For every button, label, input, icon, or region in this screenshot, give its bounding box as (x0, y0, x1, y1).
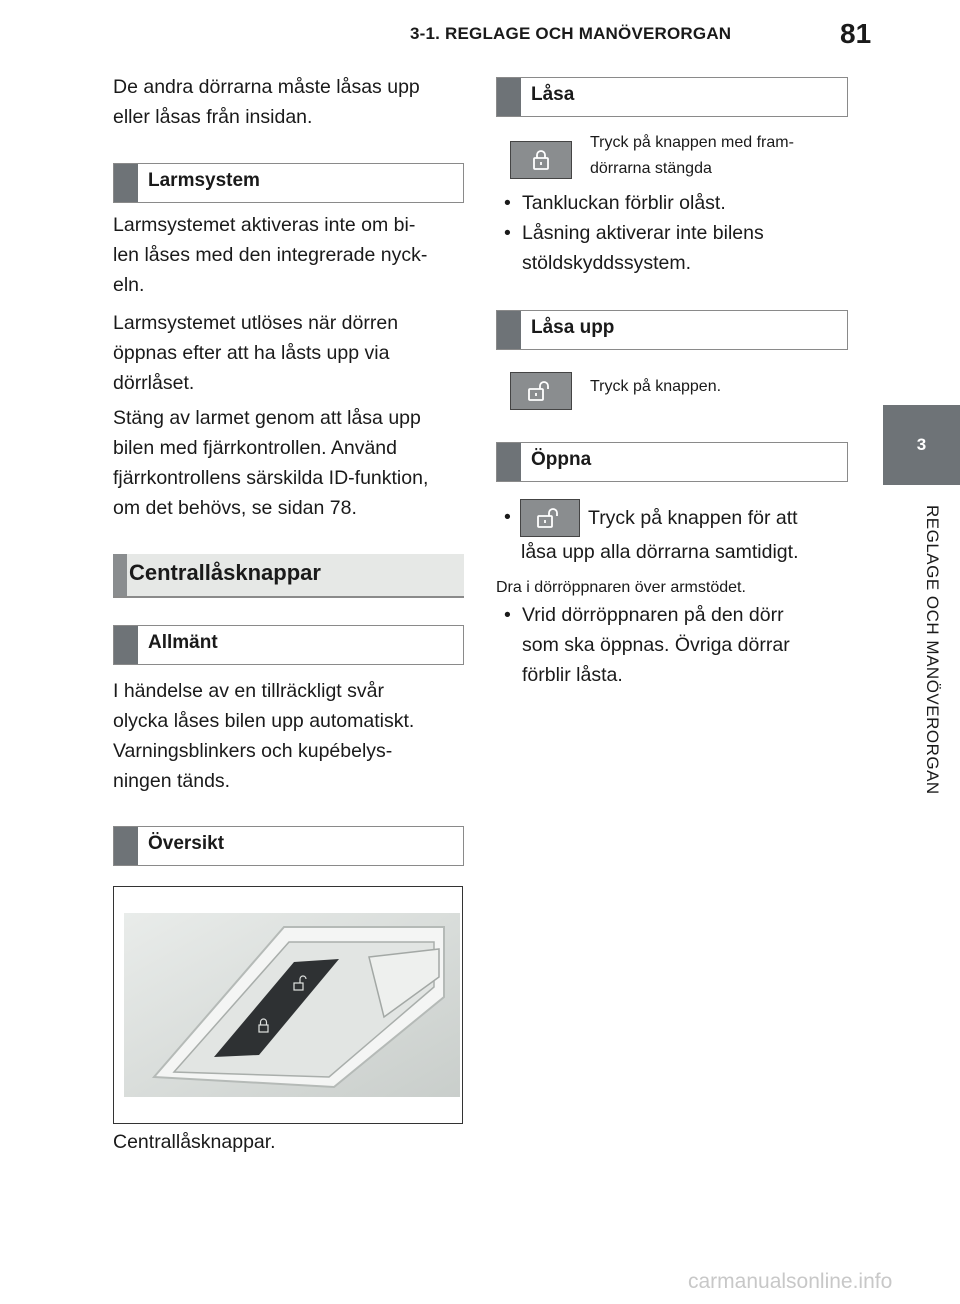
figure-caption: Centrallåsknappar. (113, 1131, 276, 1153)
oppna-bullet-marker: • (504, 506, 511, 528)
lasa-upp-instruction: Tryck på knappen. (590, 378, 722, 395)
heading-lasa (496, 77, 848, 117)
heading-label: Allmänt (148, 632, 218, 653)
text-line: dörrarna stängda (590, 160, 712, 177)
oppna-bullet-text-2: låsa upp alla dörrarna samtidigt. (521, 541, 799, 563)
text-line: Stäng av larmet genom att låsa upp (113, 407, 421, 429)
lock-open-icon (535, 506, 565, 530)
text-line: fjärrkontrollens särskilda ID-funktion, (113, 467, 429, 489)
lasa-instruction (590, 130, 794, 182)
list-item (496, 218, 764, 278)
heading-label: Låsa (531, 84, 575, 105)
text-line: Larmsystemet aktiveras inte om bi- (113, 214, 416, 236)
running-header: 3-1. REGLAGE OCH MANÖVERORGAN (410, 24, 732, 43)
lock-open-icon (526, 379, 556, 403)
heading-label: Centrallåsknappar (129, 560, 321, 585)
oppna-bullet-list (496, 600, 790, 690)
heading-label: Larmsystem (148, 170, 260, 191)
heading-bar (113, 554, 127, 596)
larm-paragraph-3 (113, 403, 428, 523)
lasa-bullet-list (496, 188, 764, 278)
heading-bar (497, 78, 521, 116)
unlock-button-symbol (510, 372, 572, 410)
text-line: öppnas efter att ha låsts upp via (113, 342, 390, 364)
heading-lasa-upp (496, 310, 848, 350)
heading-oppna (496, 442, 848, 482)
text-line: De andra dörrarna måste låsas upp (113, 76, 420, 98)
text-line: stöldskyddssystem. (522, 252, 692, 274)
larm-paragraph-2 (113, 308, 398, 398)
heading-bar (114, 827, 138, 865)
text-line: eller låsas från insidan. (113, 106, 313, 128)
oppna-bullet-text-1: Tryck på knappen för att (588, 507, 798, 529)
heading-bar (497, 443, 521, 481)
figure-central-lock-buttons (113, 886, 463, 1124)
allmant-paragraph (113, 676, 414, 796)
unlock-button-inline (520, 499, 580, 537)
text-line: Larmsystemet utlöses när dörren (113, 312, 399, 334)
text-line: dörrlåset. (113, 372, 195, 394)
heading-bar (114, 164, 138, 202)
heading-allmant (113, 625, 464, 665)
intro-paragraph (113, 72, 420, 132)
heading-centrallasknappar (113, 554, 464, 598)
door-handle-illustration (114, 887, 462, 1123)
list-item: • Tankluckan förblir olåst. (496, 188, 764, 218)
lock-closed-icon (529, 148, 553, 172)
list-item (496, 600, 790, 690)
text-line: bilen med fjärrkontrollen. Använd (113, 437, 397, 459)
oppna-subheading: Dra i dörröppnaren över armstödet. (496, 579, 746, 596)
heading-label: Öppna (531, 449, 592, 470)
heading-bar (114, 626, 138, 664)
text-line: som ska öppnas. Övriga dörrar (522, 634, 790, 656)
heading-label: Översikt (148, 833, 225, 854)
page-number: 81 (840, 18, 872, 49)
chapter-vertical-title: REGLAGE OCH MANÖVERORGAN (923, 505, 942, 795)
heading-label: Låsa upp (531, 317, 615, 338)
text-line: Tryck på knappen med fram- (590, 134, 794, 151)
text-line: ningen tänds. (113, 770, 231, 792)
heading-oversikt (113, 826, 464, 866)
watermark: carmanualsonline.info (688, 1270, 893, 1293)
text-line: om det behövs, se sidan 78. (113, 497, 357, 519)
text-line: len låses med den integrerade nyck- (113, 244, 428, 266)
text-line: eln. (113, 274, 145, 296)
larm-paragraph-1 (113, 210, 427, 300)
heading-larmsystem (113, 163, 464, 203)
chapter-number: 3 (916, 435, 927, 454)
text-line: Låsning aktiverar inte bilens (522, 222, 764, 244)
chapter-tab (883, 405, 960, 485)
text-line: olycka låses bilen upp automatiskt. (113, 710, 415, 732)
text-line: I händelse av en tillräckligt svår (113, 680, 384, 702)
text-line: förblir låsta. (522, 664, 623, 686)
text-line: Varningsblinkers och kupébelys- (113, 740, 393, 762)
heading-bar (497, 311, 521, 349)
lock-button-symbol (510, 141, 572, 179)
text-line: Vrid dörröppnaren på den dörr (522, 604, 784, 626)
